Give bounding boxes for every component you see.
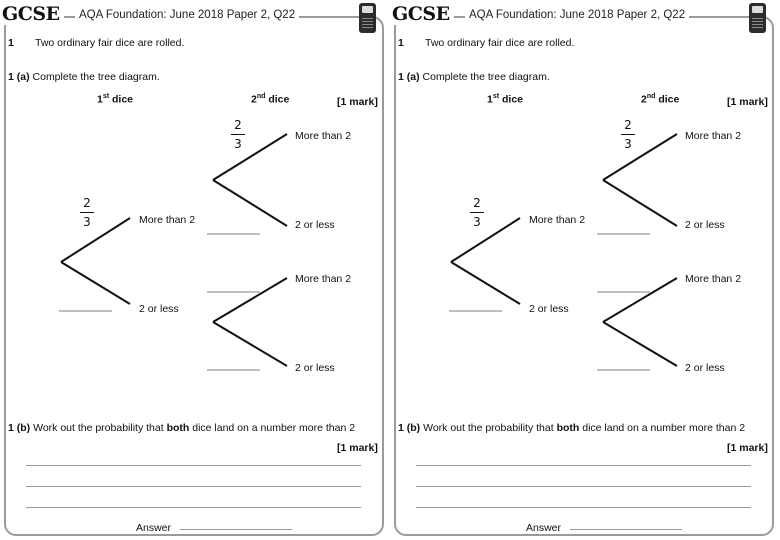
answer-label: Answer: [526, 522, 562, 534]
part-b-label: 1 (b): [8, 422, 31, 434]
first-dice-heading: 1st dice: [97, 93, 134, 106]
branch-first-less: [61, 262, 130, 304]
label-first-less: 2 or less: [529, 303, 569, 315]
worksheet-panel-right: [390, 0, 775, 538]
label-second-a-less: 2 or less: [685, 219, 725, 231]
working-line-1[interactable]: [416, 465, 751, 466]
mark-a: [1 mark]: [337, 96, 378, 108]
question-number: 1: [398, 37, 404, 49]
label-second-b-less: 2 or less: [295, 362, 335, 374]
second-dice-heading: 2nd dice: [641, 93, 680, 106]
question-intro: Two ordinary fair dice are rolled.: [425, 37, 575, 49]
part-b-prompt: 1 (b) Work out the probability that both dice land on a number more than 2: [8, 422, 356, 434]
answer-label: Answer: [136, 522, 172, 534]
second-more-probability: 2 3: [620, 118, 636, 151]
branch-second-a-less: [213, 180, 287, 226]
label-second-a-more: More than 2: [295, 130, 352, 142]
working-line-3[interactable]: [416, 507, 751, 508]
mark-b: [1 mark]: [337, 442, 378, 454]
working-line-1[interactable]: [26, 465, 361, 466]
label-second-a-less: 2 or less: [295, 219, 335, 231]
part-a-label: 1 (a): [8, 71, 30, 83]
working-line-2[interactable]: [416, 486, 751, 487]
branch-first-more: [451, 218, 520, 262]
part-b-bold: both: [166, 422, 190, 434]
branch-first-less: [451, 262, 520, 304]
label-first-less: 2 or less: [139, 303, 179, 315]
branch-second-b-more: [603, 278, 677, 322]
answer-line[interactable]: [180, 529, 292, 530]
branch-second-b-less: [603, 322, 677, 366]
second-more-probability: 2 3: [230, 118, 246, 151]
branch-second-b-less: [213, 322, 287, 366]
part-b-prompt: 1 (b) Work out the probability that both dice land on a number more than 2: [398, 422, 746, 434]
branch-second-a-less: [603, 180, 677, 226]
question-intro: Two ordinary fair dice are rolled.: [35, 37, 185, 49]
label-second-b-less: 2 or less: [685, 362, 725, 374]
part-b-bold: both: [556, 422, 580, 434]
mark-b: [1 mark]: [727, 442, 768, 454]
label-second-b-more: More than 2: [295, 273, 352, 285]
tree-diagram: [390, 0, 775, 538]
part-a-text: Complete the tree diagram.: [422, 71, 550, 83]
working-line-2[interactable]: [26, 486, 361, 487]
worksheet-panel-left: [0, 0, 385, 538]
first-dice-heading: 1st dice: [487, 93, 524, 106]
branch-second-a-more: [213, 134, 287, 180]
part-b-label: 1 (b): [398, 422, 421, 434]
label-first-more: More than 2: [529, 214, 586, 226]
first-more-probability: 2 3: [469, 196, 485, 229]
mark-a: [1 mark]: [727, 96, 768, 108]
label-first-more: More than 2: [139, 214, 196, 226]
header-title: AQA Foundation: June 2018 Paper 2, Q22: [75, 9, 299, 21]
part-a-text: Complete the tree diagram.: [32, 71, 160, 83]
answer-line[interactable]: [570, 529, 682, 530]
label-second-a-more: More than 2: [685, 130, 742, 142]
gcse-logo: GCSE: [2, 3, 64, 25]
header-title: AQA Foundation: June 2018 Paper 2, Q22: [465, 9, 689, 21]
gcse-logo: GCSE: [392, 3, 454, 25]
working-line-3[interactable]: [26, 507, 361, 508]
branch-second-b-more: [213, 278, 287, 322]
part-a-label: 1 (a): [398, 71, 420, 83]
branch-first-more: [61, 218, 130, 262]
label-second-b-more: More than 2: [685, 273, 742, 285]
first-more-probability: 2 3: [79, 196, 95, 229]
question-number: 1: [8, 37, 14, 49]
second-dice-heading: 2nd dice: [251, 93, 290, 106]
branch-second-a-more: [603, 134, 677, 180]
tree-diagram: [0, 0, 385, 538]
